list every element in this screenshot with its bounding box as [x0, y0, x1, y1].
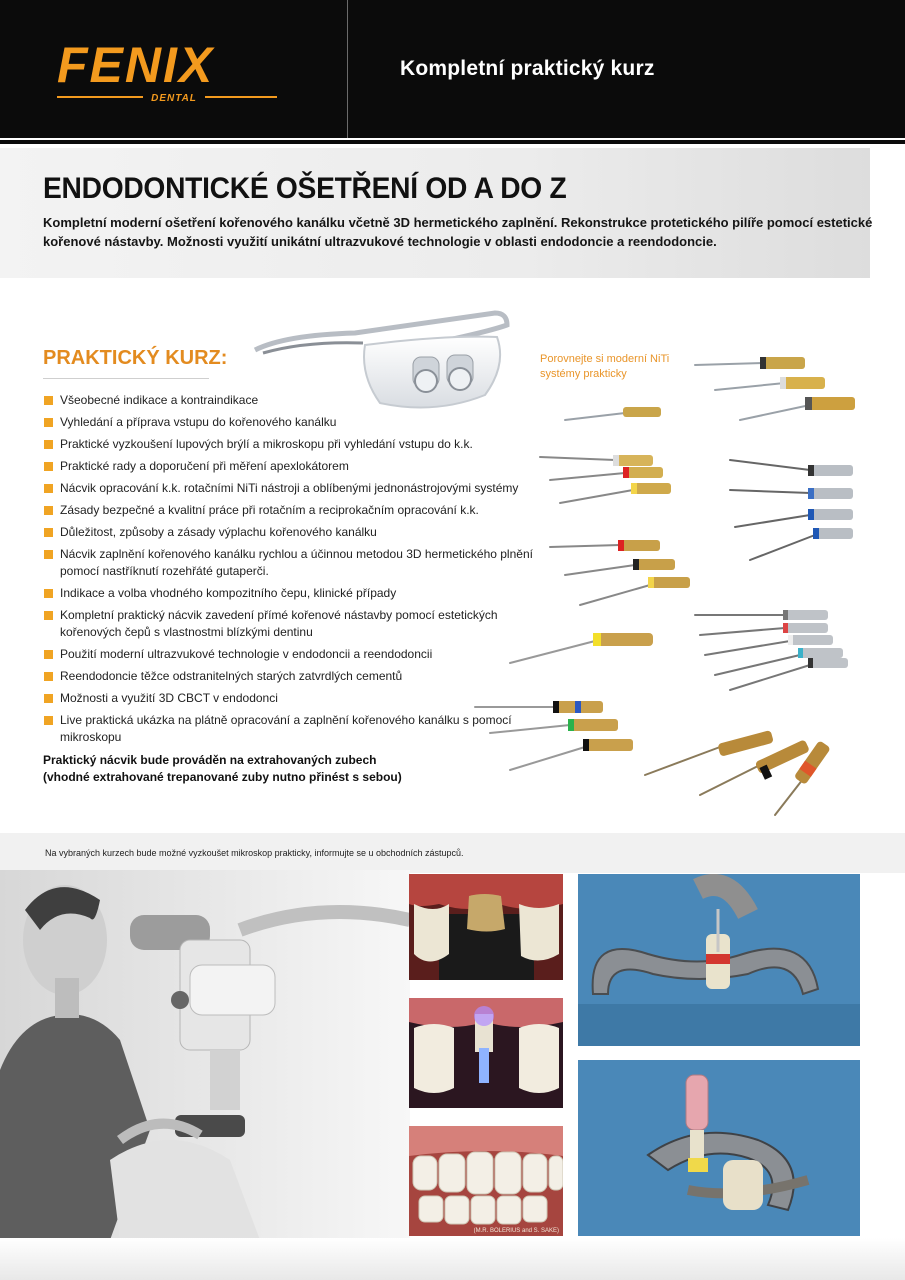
bullet-square-icon — [44, 694, 53, 703]
bullet-square-icon — [44, 440, 53, 449]
clinical-photo-post-curing — [409, 998, 563, 1108]
rubber-dam-photo-top — [578, 874, 860, 1046]
dentist-microscope-photo — [0, 870, 410, 1240]
note-line-2: (vhodné extrahované trepanované zuby nutno přinést s sebou) — [43, 770, 402, 784]
list-item: Kompletní praktický nácvik zavedení přímé kořenové nástavby pomocí estetických kořenových čepů s vlastnostmi blízkými dentinu — [43, 607, 533, 641]
heading-rule — [43, 378, 209, 379]
bullet-square-icon — [44, 550, 53, 559]
files-caption: Porovnejte si moderní NiTi systémy prakticky — [540, 353, 670, 380]
bullet-square-icon — [44, 396, 53, 405]
bullet-square-icon — [44, 528, 53, 537]
list-item: Možnosti a využití 3D CBCT v endodonci — [43, 690, 533, 707]
list-item: Praktické rady a doporučení při měření apexlokátorem — [43, 458, 533, 475]
intro-description: Kompletní moderní ošetření kořenového kanálku včetně 3D hermetického zaplnění. Rekonstrukce protetického pilíře pomocí estetické kořenové nástavby. Možnosti využití unikátní ultrazvukové technologie v oblasti endodoncie a reendodoncie. — [43, 215, 873, 249]
bullet-square-icon — [44, 716, 53, 725]
note-line-1: Praktický nácvik bude prováděn na extrahovaných zubech — [43, 753, 377, 767]
bullet-square-icon — [44, 462, 53, 471]
bullet-square-icon — [44, 650, 53, 659]
list-item: Zásady bezpečné a kvalitní práce při rotačním a reciprokačním opracování k.k. — [43, 502, 533, 519]
list-item: Vyhledání a příprava vstupu do kořenového kanálku — [43, 414, 533, 431]
page-header — [0, 0, 905, 138]
logo-subtext: DENTAL — [151, 93, 197, 104]
fenix-dental-logo — [55, 38, 295, 104]
page-title: ENDODONTICKÉ OŠETŘENÍ OD A DO Z — [43, 172, 567, 205]
header-underline — [0, 140, 905, 144]
bullet-square-icon — [44, 506, 53, 515]
list-item: Praktické vyzkoušení lupových brýlí a mikroskopu při vyhledání vstupu do k.k. — [43, 436, 533, 453]
list-item: Všeobecné indikace a kontraindikace — [43, 392, 533, 409]
page-footer-gradient — [0, 1238, 905, 1280]
bullet-square-icon — [44, 589, 53, 598]
rubber-dam-photo-bottom — [578, 1060, 860, 1236]
list-item: Reendodoncie těžce odstranitelných starých zatvrdlých cementů — [43, 668, 533, 685]
header-divider — [347, 0, 348, 138]
list-item: Indikace a volba vhodného kompozitního čepu, klinické případy — [43, 585, 533, 602]
logo-wordmark: FENIX — [57, 38, 215, 93]
list-item: Nácvik zaplnění kořenového kanálku rychlou a účinnou metodou 3D hermetického plnění pomocí nastříknutí rozehřáté gutaperči. — [43, 546, 533, 580]
bullet-square-icon — [44, 484, 53, 493]
course-topic-list — [43, 392, 533, 751]
bullet-square-icon — [44, 418, 53, 427]
extracted-teeth-note — [43, 752, 402, 786]
list-item: Použití moderní ultrazvukové technologie v endodoncii a reendodoncii — [43, 646, 533, 663]
bullet-square-icon — [44, 672, 53, 681]
microscope-note: Na vybraných kurzech bude možné vyzkoušet mikroskop prakticky, informujte se u obchodních zástupců. — [45, 848, 464, 858]
niti-files-image — [465, 345, 905, 825]
bullet-square-icon — [44, 611, 53, 620]
course-heading: PRAKTICKÝ KURZ: — [43, 347, 228, 369]
photo-credit: (M.R. BOLERIUS and S. SAKE) — [473, 1228, 559, 1234]
header-title: Kompletní praktický kurz — [400, 57, 655, 80]
clinical-photo-broken-tooth — [409, 874, 563, 980]
clinical-photo-final-smile — [409, 1126, 563, 1236]
list-item: Live praktická ukázka na plátně opracování a zaplnění kořenového kanálku s pomocí mikroskopu — [43, 712, 533, 746]
list-item: Důležitost, způsoby a zásady výplachu kořenového kanálku — [43, 524, 533, 541]
list-item: Nácvik opracování k.k. rotačními NiTi nástroji a oblíbenými jednonástrojovými systémy — [43, 480, 533, 497]
